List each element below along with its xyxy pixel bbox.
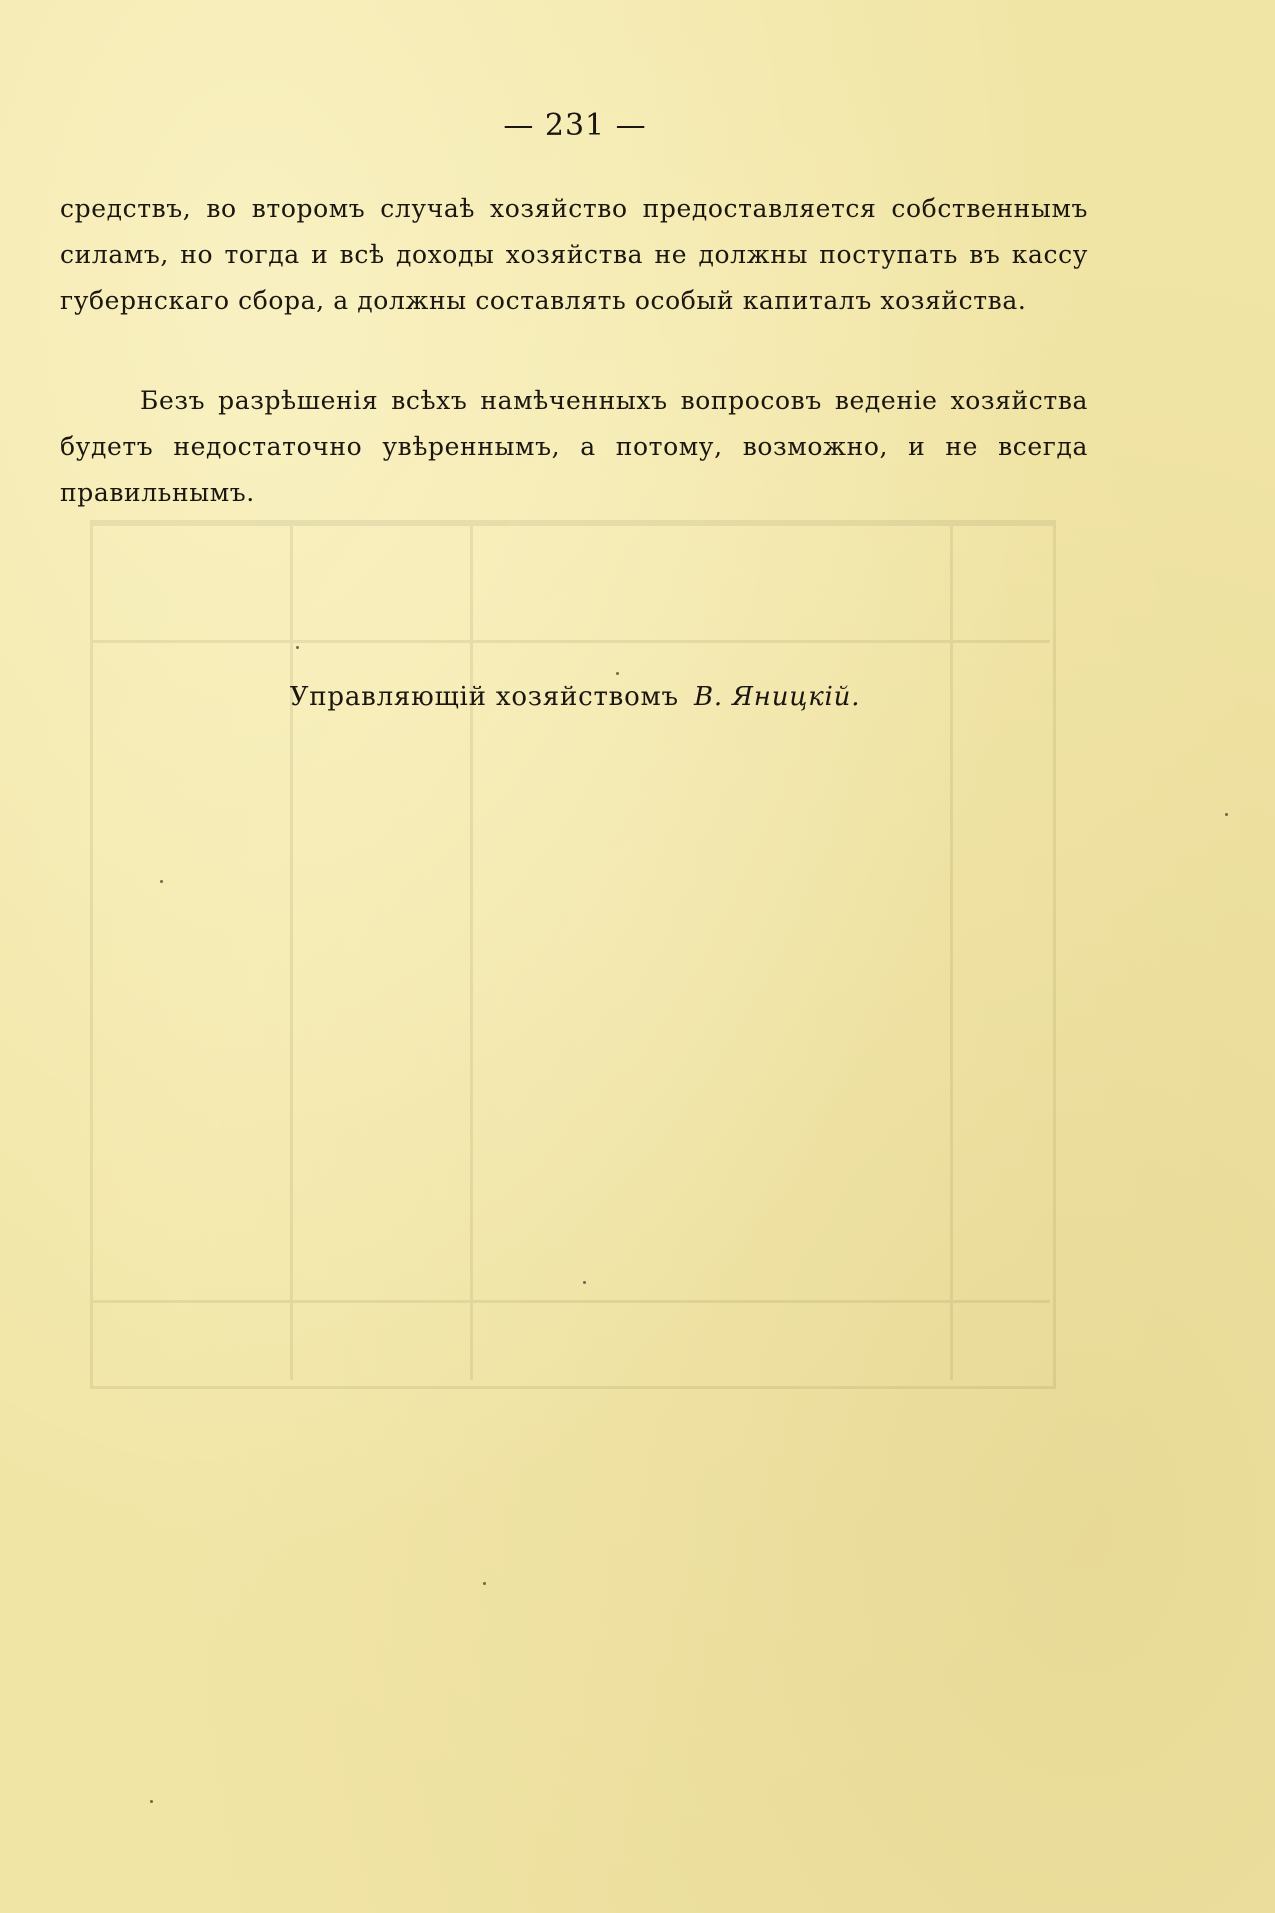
signature-title: Управляющій хозяйствомъ <box>289 682 679 712</box>
paper-speck <box>150 1800 153 1803</box>
paragraph: средствъ, во второмъ случаѣ хозяйство предоставляется собственнымъ силамъ, но тогда и всѣ доходы хозяйства не должны поступать въ кассу губернскаго сбора, а должны составлять особый капиталъ хозяйства. <box>60 194 1088 315</box>
signature-line <box>0 682 1150 712</box>
paragraph: Безъ разрѣшенія всѣхъ намѣченныхъ вопросовъ веденіе хозяйства будетъ недостаточно увѣреннымъ, а потому, возможно, и не всегда правильнымъ. <box>60 386 1088 507</box>
paper-speck <box>296 646 299 649</box>
signature-name: В. Яницкій. <box>693 682 861 712</box>
bleed-table-column-line <box>290 520 293 1380</box>
page-number: — 231 — <box>503 108 647 143</box>
bleed-table-column-line <box>950 520 953 1380</box>
reverse-side-bleed-through <box>90 520 1100 1380</box>
paper-speck <box>1225 813 1228 816</box>
paper-speck <box>616 672 619 675</box>
bleed-table-frame <box>90 520 1056 1389</box>
bleed-table-row-line <box>90 1300 1050 1303</box>
bleed-table-row-line <box>90 640 1050 643</box>
paper-speck <box>483 1582 486 1585</box>
bleed-table-column-line <box>470 520 473 1380</box>
paper-speck <box>160 880 163 883</box>
paper-speck <box>583 1281 586 1284</box>
